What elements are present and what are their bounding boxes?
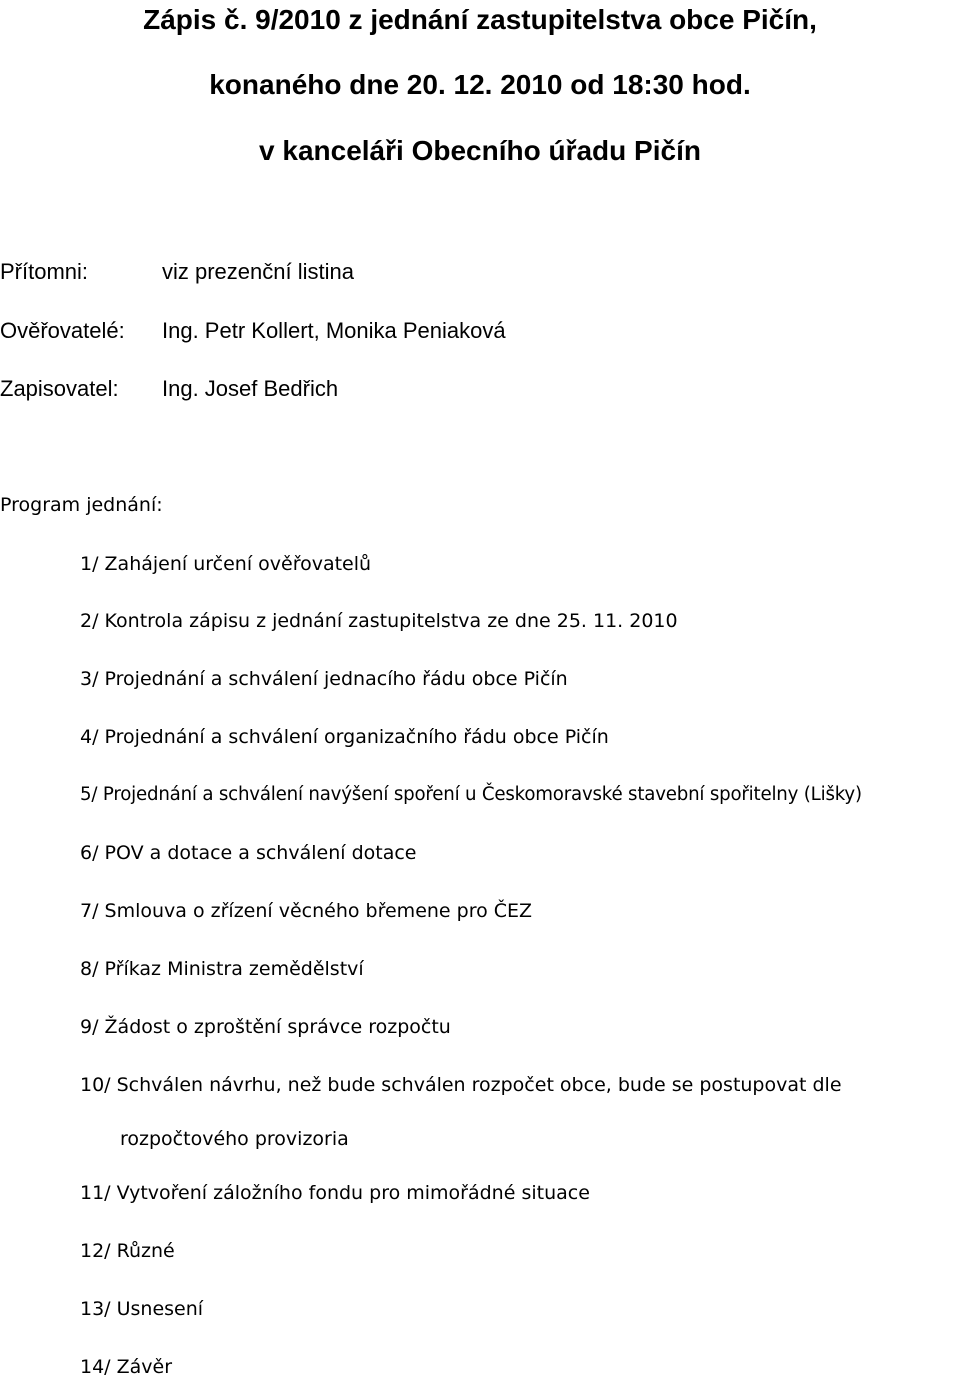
agenda-item: 14/ Závěr	[80, 1356, 173, 1378]
document-title-line-3: v kanceláři Obecního úřadu Pičín	[259, 135, 701, 166]
agenda-item: 11/ Vytvoření záložního fondu pro mimořádné situace	[80, 1182, 590, 1204]
program-heading: Program jednání:	[0, 494, 163, 516]
recorder-label: Zapisovatel:	[0, 376, 119, 401]
agenda-item: 2/ Kontrola zápisu z jednání zastupitelstva ze dne 25. 11. 2010	[80, 610, 678, 632]
document-title-line-2: konaného dne 20. 12. 2010 od 18:30 hod.	[209, 69, 751, 100]
agenda-item: 13/ Usnesení	[80, 1298, 204, 1320]
agenda-item: 9/ Žádost o zproštění správce rozpočtu	[80, 1016, 451, 1038]
agenda-item: 12/ Různé	[80, 1240, 175, 1262]
agenda-item: 3/ Projednání a schválení jednacího řádu obce Pičín	[80, 668, 568, 690]
document-title-line-1: Zápis č. 9/2010 z jednání zastupitelstva obce Pičín,	[143, 4, 817, 35]
present-label: Přítomni:	[0, 259, 89, 284]
present-value: viz prezenční listina	[162, 259, 354, 284]
agenda-item: 6/ POV a dotace a schválení dotace	[80, 842, 417, 864]
verifiers-label: Ověřovatelé:	[0, 318, 125, 343]
verifiers-value: Ing. Petr Kollert, Monika Peniaková	[162, 318, 506, 343]
agenda-item: 5/ Projednání a schválení navýšení spoření u Českomoravské stavební spořitelny (Lišky)	[80, 784, 862, 805]
agenda-item: 7/ Smlouva o zřízení věcného břemene pro ČEZ	[80, 900, 533, 922]
recorder-value: Ing. Josef Bedřich	[162, 376, 339, 401]
agenda-item: 10/ Schválen návrhu, než bude schválen rozpočet obce, bude se postupovat dle	[80, 1074, 842, 1096]
agenda-item-continuation: rozpočtového provizoria	[120, 1128, 349, 1150]
agenda-item: 8/ Příkaz Ministra zemědělství	[80, 958, 364, 980]
agenda-item: 4/ Projednání a schválení organizačního řádu obce Pičín	[80, 726, 609, 748]
agenda-item: 1/ Zahájení určení ověřovatelů	[80, 553, 372, 575]
